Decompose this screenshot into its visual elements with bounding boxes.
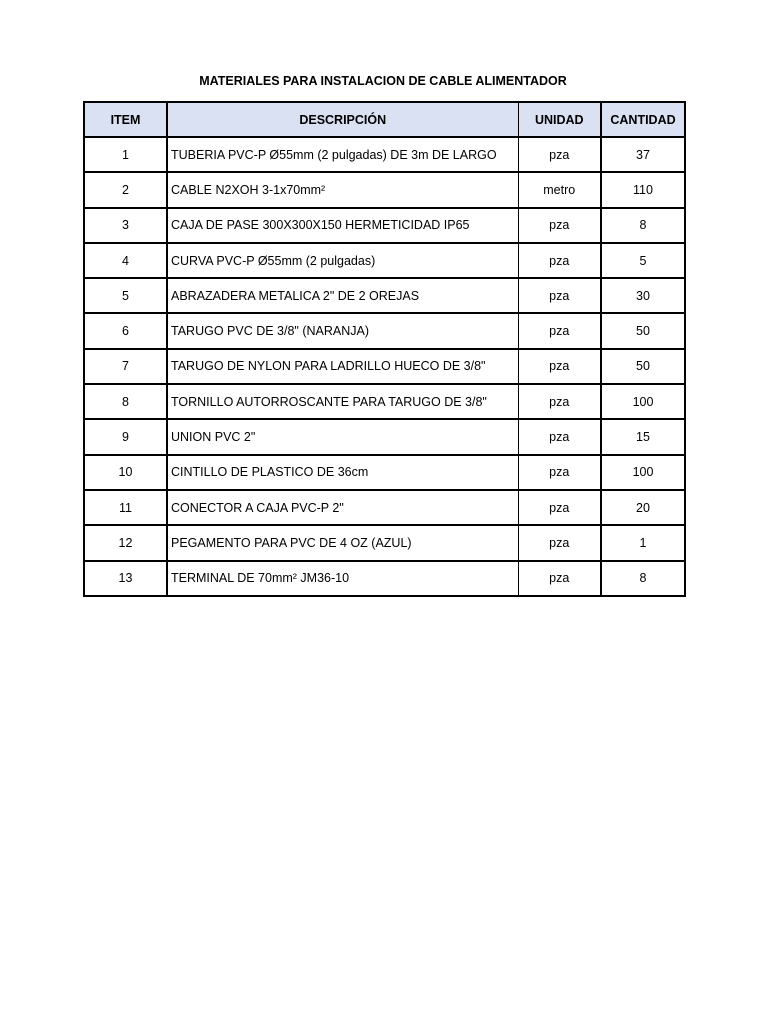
cell-quantity: 15 [601, 419, 685, 454]
table-row [84, 525, 685, 560]
cell-quantity: 8 [601, 208, 685, 243]
cell-unit: pza [518, 208, 601, 243]
cell-item: 8 [84, 384, 167, 419]
table-row [84, 490, 685, 525]
cell-quantity: 100 [601, 384, 685, 419]
cell-item: 13 [84, 561, 167, 596]
table-row [84, 172, 685, 207]
cell-item: 6 [84, 313, 167, 348]
document-title: MATERIALES PARA INSTALACION DE CABLE ALIMENTADOR [199, 74, 567, 88]
cell-item: 3 [84, 208, 167, 243]
cell-quantity: 30 [601, 278, 685, 313]
cell-quantity: 20 [601, 490, 685, 525]
table-row [84, 419, 685, 454]
cell-quantity: 5 [601, 243, 685, 278]
cell-item: 7 [84, 349, 167, 384]
cell-item: 11 [84, 490, 167, 525]
cell-quantity: 110 [601, 172, 685, 207]
table-row [84, 278, 685, 313]
cell-unit: pza [518, 243, 601, 278]
cell-unit: pza [518, 561, 601, 596]
table-row [84, 208, 685, 243]
header-item: ITEM [84, 102, 167, 137]
table-row [84, 313, 685, 348]
materials-table [83, 101, 686, 597]
cell-description: TARUGO DE NYLON PARA LADRILLO HUECO DE 3/8" [167, 349, 518, 384]
table-row [84, 243, 685, 278]
cell-item: 4 [84, 243, 167, 278]
cell-description: ABRAZADERA METALICA 2" DE 2 OREJAS [167, 278, 518, 313]
header-description: DESCRIPCIÓN [167, 102, 518, 137]
table-body [84, 137, 685, 596]
table-header-row [84, 102, 685, 137]
cell-quantity: 50 [601, 349, 685, 384]
cell-item: 2 [84, 172, 167, 207]
cell-description: PEGAMENTO PARA PVC DE 4 OZ (AZUL) [167, 525, 518, 560]
header-quantity: CANTIDAD [601, 102, 685, 137]
cell-description: TARUGO PVC DE 3/8" (NARANJA) [167, 313, 518, 348]
cell-description: TORNILLO AUTORROSCANTE PARA TARUGO DE 3/8" [167, 384, 518, 419]
table-row [84, 561, 685, 596]
table-row [84, 349, 685, 384]
table-row [84, 137, 685, 172]
cell-unit: pza [518, 490, 601, 525]
cell-item: 5 [84, 278, 167, 313]
cell-description: UNION PVC 2" [167, 419, 518, 454]
table-row [84, 455, 685, 490]
cell-description: TERMINAL DE 70mm² JM36-10 [167, 561, 518, 596]
cell-unit: pza [518, 384, 601, 419]
cell-quantity: 8 [601, 561, 685, 596]
header-unit: UNIDAD [518, 102, 601, 137]
cell-description: CINTILLO DE PLASTICO DE 36cm [167, 455, 518, 490]
cell-item: 9 [84, 419, 167, 454]
cell-description: CONECTOR A CAJA PVC-P 2" [167, 490, 518, 525]
cell-unit: pza [518, 419, 601, 454]
cell-unit: pza [518, 349, 601, 384]
cell-item: 12 [84, 525, 167, 560]
cell-quantity: 1 [601, 525, 685, 560]
cell-quantity: 37 [601, 137, 685, 172]
cell-description: CAJA DE PASE 300X300X150 HERMETICIDAD IP65 [167, 208, 518, 243]
cell-unit: pza [518, 313, 601, 348]
cell-description: CABLE N2XOH 3-1x70mm² [167, 172, 518, 207]
cell-item: 10 [84, 455, 167, 490]
cell-unit: pza [518, 278, 601, 313]
cell-unit: pza [518, 455, 601, 490]
cell-quantity: 50 [601, 313, 685, 348]
cell-item: 1 [84, 137, 167, 172]
cell-description: CURVA PVC-P Ø55mm (2 pulgadas) [167, 243, 518, 278]
cell-quantity: 100 [601, 455, 685, 490]
table-row [84, 384, 685, 419]
cell-unit: pza [518, 525, 601, 560]
cell-description: TUBERIA PVC-P Ø55mm (2 pulgadas) DE 3m DE LARGO [167, 137, 518, 172]
cell-unit: pza [518, 137, 601, 172]
cell-unit: metro [518, 172, 601, 207]
